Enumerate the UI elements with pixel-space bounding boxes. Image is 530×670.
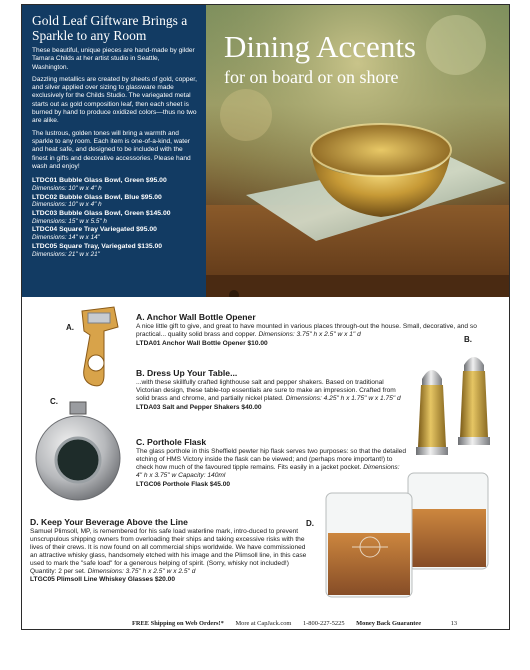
section-bottle-opener xyxy=(136,312,506,348)
section-dimensions: Dimensions: 3.75" h x 2.5" w x 1" d xyxy=(258,330,361,338)
item-letter-a: A. xyxy=(66,323,74,332)
gold-leaf-care: The lustrous, golden tones will bring a warmth and sparkle to any room. Each item is one-of-a-kind, water and heat safe, and designed to be included with the finest in gifts and decorative accessories. Please hand wash and enjoy! xyxy=(32,129,191,170)
gold-leaf-item: LTDC01 Bubble Glass Bowl, Green $95.00 xyxy=(32,177,167,185)
gold-leaf-item-dims: Dimensions: 10" w x 4" h xyxy=(32,201,102,209)
gold-leaf-item: LTDC05 Square Tray, Variegated $135.00 xyxy=(32,242,163,250)
section-dimensions: Dimensions: 3.75" h x 2.5" w x 2.5" d xyxy=(87,567,196,575)
section-title: D. Keep Your Beverage Above the Line xyxy=(30,517,188,527)
gold-leaf-item: LTDC04 Square Tray Variegated $95.00 xyxy=(32,226,157,234)
bottle-opener-image xyxy=(74,305,124,391)
gold-leaf-item: LTDC02 Bubble Glass Bowl, Blue $95.00 xyxy=(32,193,162,201)
section-order-line: LTDA01 Anchor Wall Bottle Opener $10.00 xyxy=(136,339,268,347)
section-dimensions: Dimensions: 4.25" h x 1.75" w x 1.75" d xyxy=(285,394,401,402)
gold-leaf-panel xyxy=(22,5,206,297)
footer-guarantee: Money Back Guarantee xyxy=(356,620,422,627)
gold-leaf-item-dims: Dimensions: 10" w x 4" h xyxy=(32,184,102,192)
salt-pepper-shakers-image xyxy=(410,355,506,465)
gold-leaf-item-dims: Dimensions: 14" w x 14" xyxy=(32,234,100,242)
gold-leaf-intro: These beautiful, unique pieces are hand-made by gilder Tamara Childs at her artist studio in Seattle, Washington. xyxy=(32,47,195,71)
section-order-line: LTGC05 Plimsoll Line Whiskey Glasses $20.00 xyxy=(30,576,176,584)
section-order-line: LTGC06 Porthole Flask $45.00 xyxy=(136,480,231,488)
section-porthole-flask xyxy=(136,437,406,489)
section-dimensions: Dimensions: 4" h x 3.75" w Capacity: 140ml xyxy=(136,463,400,479)
gold-leaf-item: LTDC03 Bubble Glass Bowl, Green $145.00 xyxy=(32,209,171,217)
page-number: 13 xyxy=(450,620,458,627)
footer-website[interactable]: More at CapJack.com xyxy=(235,620,292,627)
item-letter-d: D. xyxy=(306,519,314,528)
section-title: A. Anchor Wall Bottle Opener xyxy=(136,312,256,322)
section-body: A nice little gift to give, and great to have mounted in various places through-out the house. Small, decorative, and so practical... quality solid brass and copper. xyxy=(136,323,477,338)
catalog-page xyxy=(21,4,510,630)
section-body: The glass porthole in this Sheffield pewter hip flask serves two purposes: so that the detailed etching of HMS Victory inside the flask can be viewed; and (perhaps more important!) to check how much of the favoured tipple remains. Fits easily in a jacket pocket. xyxy=(136,448,407,471)
hero-title: Dining Accents xyxy=(224,29,416,64)
gold-leaf-title: Gold Leaf Giftware Brings a Sparkle to any Room xyxy=(32,13,188,43)
hero-photo xyxy=(206,5,509,297)
section-body: ...with these skillfully crafted lighthouse salt and pepper shakers. Based on traditional Victorian design, these table-top essentials are sure to make an impression. Crafted from solid brass and chrome, and partially nickel plated. xyxy=(136,379,396,402)
hero-subtitle: for on board or on shore xyxy=(224,67,399,87)
item-letter-c: C. xyxy=(50,397,58,406)
footer-phone: 1-800-227-5225 xyxy=(302,620,345,627)
section-title: C. Porthole Flask xyxy=(136,437,207,447)
gold-leaf-description: Dazzling metallics are created by sheets of gold, copper, and silver applied over sizing to glassware made exclusively for the Childs Studio. The variegated metal starts out as gold composition leaf, then each sheet is burned by hand to produce oxidized colors—thus no two are alike. xyxy=(32,75,197,125)
section-order-line: LTDA03 Salt and Pepper Shakers $40.00 xyxy=(136,403,262,411)
gold-leaf-item-dims: Dimensions: 21" w x 21" xyxy=(32,250,100,258)
section-plimsoll-glasses xyxy=(30,517,314,584)
gold-leaf-item-list xyxy=(32,177,197,258)
porthole-flask-image xyxy=(32,400,124,504)
section-salt-pepper xyxy=(136,368,411,412)
footer-shipping: FREE Shipping on Web Orders!* xyxy=(132,620,224,627)
section-title: B. Dress Up Your Table... xyxy=(136,368,238,378)
page-footer xyxy=(132,620,522,627)
item-letter-b: B. xyxy=(464,335,472,344)
gold-leaf-item-dims: Dimensions: 15" w x 5.5" h xyxy=(32,217,107,225)
section-body: Samuel Plimsoll, MP, is remembered for his safe load waterline mark, intro-duced to prevent unscrupulous shipping owners from overloading their ships and taking excessive risks with the lives of their crews. It is now found on all commercial ships worldwide. We have commissioned an attractive whisky glass, handsomely etched with his image and the Plimsoll line, in this case used to mark the "safe load" for a generous helping of spirit. (Sorry, whisky not included!) Quantity: 2 per set. xyxy=(30,528,307,575)
